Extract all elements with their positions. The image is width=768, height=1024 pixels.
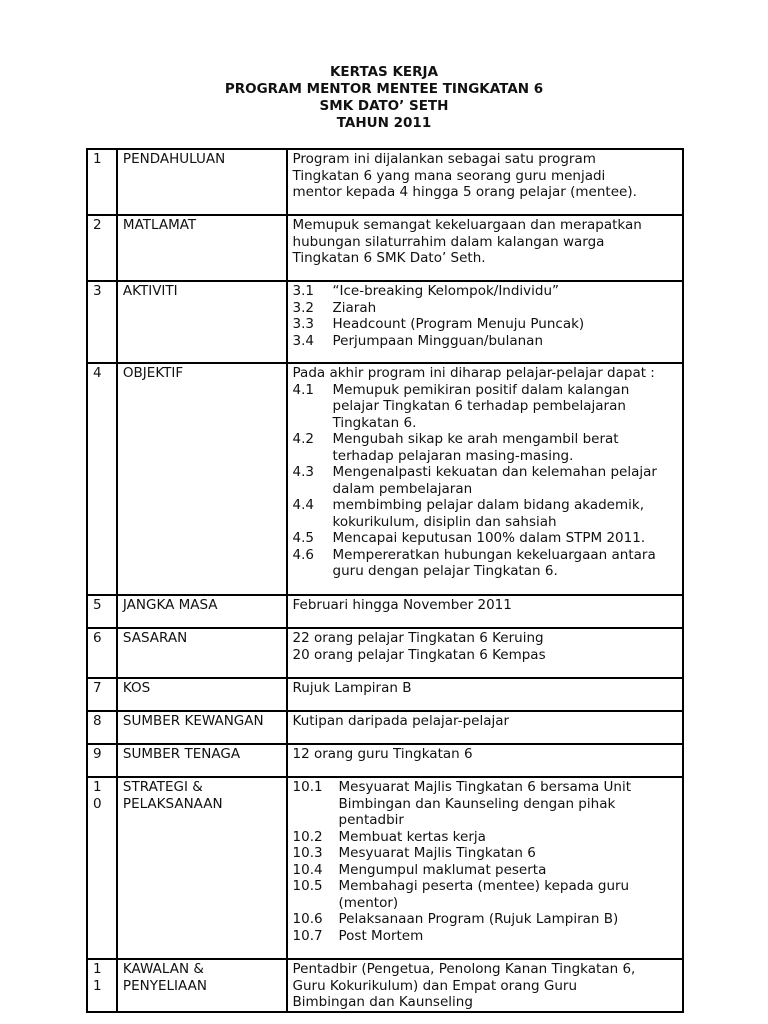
list-item-text: Membuat kertas kerja	[338, 828, 486, 845]
list-item-text: Mengumpul maklumat peserta	[338, 861, 547, 878]
table-row	[87, 595, 683, 628]
row-label	[117, 711, 287, 744]
list-item-number: 10.1	[292, 779, 323, 795]
list-item	[293, 829, 677, 846]
row-number-text: 2	[93, 217, 102, 233]
title-line-3: SMK DATO’ SETH	[319, 98, 449, 114]
list-item-number: 3.3	[292, 316, 314, 332]
row-label-text: PENYELIAAN	[122, 977, 207, 994]
row-number	[87, 711, 117, 744]
row-number-text: 5	[93, 597, 102, 613]
list-item-number: 4.5	[292, 530, 314, 546]
row-label	[117, 628, 287, 678]
row-number-text: 1	[93, 779, 102, 795]
list-item	[293, 382, 677, 432]
row-number-text: 8	[93, 713, 102, 729]
row-content	[287, 215, 683, 281]
list-item-text: Mesyuarat Majlis Tingkatan 6	[338, 845, 536, 861]
row-label-text: AKTIVITI	[122, 283, 178, 299]
list-item-number: 10.2	[292, 828, 323, 845]
table-row	[87, 777, 683, 959]
title-line-1: KERTAS KERJA	[329, 64, 439, 80]
row-label	[117, 281, 287, 363]
list-item	[293, 911, 677, 928]
row-number-text: 3	[93, 283, 102, 299]
list-item	[293, 779, 677, 829]
row-content	[287, 149, 683, 215]
list-item-number: 4.1	[292, 381, 314, 398]
row-number	[87, 678, 117, 711]
list-item-text: Headcount (Program Menuju Puncak)	[332, 316, 585, 332]
row-content	[287, 363, 683, 595]
content-line: Pentadbir (Pengetua, Penolong Kanan Tingkatan 6,	[292, 961, 636, 977]
row-number	[87, 281, 117, 363]
list-item	[293, 878, 677, 911]
row-label-text: PENDAHULUAN	[122, 151, 226, 167]
row-label-text: SUMBER TENAGA	[122, 746, 241, 762]
list-item	[293, 547, 677, 580]
content-line: Tingkatan 6 yang mana seorang guru menjadi	[292, 167, 606, 184]
list-item	[293, 845, 677, 862]
list-item-number: 10.3	[292, 845, 323, 861]
content-line: hubungan silaturrahim dalam kalangan warga	[292, 233, 605, 250]
table-row	[87, 678, 683, 711]
content-line: Program ini dijalankan sebagai satu program	[292, 151, 596, 167]
row-label-text: STRATEGI &	[122, 779, 203, 795]
content-line: Kutipan daripada pelajar-pelajar	[292, 713, 510, 729]
content-line: Guru Kokurikulum) dan Empat orang Guru	[292, 977, 578, 994]
content-intro: Pada akhir program ini diharap pelajar-pelajar dapat :	[292, 365, 655, 381]
row-label	[117, 595, 287, 628]
row-content	[287, 744, 683, 777]
table-row	[87, 959, 683, 1012]
list-item-number: 3.2	[292, 299, 314, 316]
content-line: Tingkatan 6 SMK Dato’ Seth.	[292, 250, 486, 266]
list-item	[293, 497, 677, 530]
list-item	[293, 862, 677, 879]
list-item-text: Mesyuarat Majlis Tingkatan 6 bersama Unit Bimbingan dan Kaunseling dengan pihak pentadbir	[338, 779, 632, 828]
table-row	[87, 281, 683, 363]
row-label	[117, 777, 287, 959]
list-item-text: Mengenalpasti kekuatan dan kelemahan pelajar dalam pembelajaran	[332, 464, 657, 497]
row-label-text: KOS	[122, 680, 151, 696]
table-row	[87, 149, 683, 215]
row-number-text: 4	[93, 365, 102, 381]
list-item-text: Perjumpaan Mingguan/bulanan	[332, 332, 544, 349]
document-title	[0, 64, 768, 132]
row-number	[87, 215, 117, 281]
row-number-text: 0	[93, 795, 102, 812]
list-item-text: membimbing pelajar dalam bidang akademik, kokurikulum, disiplin dan sahsiah	[332, 497, 644, 530]
row-number-text: 6	[93, 630, 102, 646]
table-row	[87, 711, 683, 744]
list-item	[293, 283, 677, 300]
row-number	[87, 744, 117, 777]
row-label-text: OBJEKTIF	[122, 365, 184, 381]
list-item-number: 3.1	[292, 283, 314, 299]
list-item-text: Post Mortem	[338, 927, 424, 944]
list-item	[293, 316, 677, 333]
row-label	[117, 149, 287, 215]
list-item-number: 4.3	[292, 464, 314, 480]
table-row	[87, 628, 683, 678]
row-content	[287, 281, 683, 363]
content-line: mentor kepada 4 hingga 5 orang pelajar (mentee).	[292, 184, 637, 200]
row-label-text: KAWALAN &	[122, 961, 204, 977]
row-label-text: SASARAN	[122, 630, 188, 646]
list-item-number: 4.2	[292, 431, 314, 447]
content-line: 22 orang pelajar Tingkatan 6 Keruing	[292, 630, 544, 646]
row-label-text: SUMBER KEWANGAN	[122, 713, 264, 729]
content-line: 12 orang guru Tingkatan 6	[292, 746, 473, 762]
table-row	[87, 744, 683, 777]
row-content	[287, 959, 683, 1012]
row-label-text: MATLAMAT	[122, 217, 197, 233]
list-item	[293, 300, 677, 317]
row-label	[117, 363, 287, 595]
list-item-text: Pelaksanaan Program (Rujuk Lampiran B)	[338, 911, 619, 927]
list-item-text: Memupuk pemikiran positif dalam kalangan pelajar Tingkatan 6 terhadap pembelajaran Tingkatan 6.	[332, 381, 630, 431]
row-number	[87, 363, 117, 595]
row-number	[87, 777, 117, 959]
title-line-4: TAHUN 2011	[336, 115, 432, 131]
table-row	[87, 363, 683, 595]
row-number-text: 1	[93, 151, 102, 167]
content-line: 20 orang pelajar Tingkatan 6 Kempas	[292, 646, 546, 663]
content-line: Bimbingan dan Kaunseling	[292, 994, 473, 1010]
list-item	[293, 431, 677, 464]
row-number	[87, 595, 117, 628]
row-content	[287, 711, 683, 744]
row-number	[87, 959, 117, 1012]
row-content	[287, 777, 683, 959]
list-item-text: Membahagi peserta (mentee) kepada guru (mentor)	[338, 878, 630, 911]
row-number-text: 9	[93, 746, 102, 762]
list-item	[293, 928, 677, 945]
list-item-number: 10.6	[292, 911, 323, 927]
row-content	[287, 595, 683, 628]
row-number-text: 7	[93, 680, 102, 696]
list-item-text: Mengubah sikap ke arah mengambil berat terhadap pelajaran masing-masing.	[332, 431, 619, 464]
row-label	[117, 959, 287, 1012]
title-line-2: PROGRAM MENTOR MENTEE TINGKATAN 6	[224, 81, 544, 97]
list-item	[293, 333, 677, 350]
row-number-text: 1	[93, 977, 102, 994]
list-item-number: 4.6	[292, 546, 314, 563]
list-item-number: 10.4	[292, 861, 323, 878]
proposal-table	[86, 148, 684, 1013]
list-item	[293, 530, 677, 547]
row-label	[117, 744, 287, 777]
row-content	[287, 628, 683, 678]
list-item-text: Ziarah	[332, 299, 377, 316]
content-line: Memupuk semangat kekeluargaan dan merapatkan	[292, 217, 642, 233]
content-line: Rujuk Lampiran B	[292, 680, 412, 696]
list-item-text: “Ice-breaking Kelompok/Individu”	[332, 283, 560, 299]
row-label	[117, 215, 287, 281]
row-label	[117, 678, 287, 711]
row-label-text: JANGKA MASA	[122, 597, 218, 613]
list-item-number: 4.4	[292, 497, 314, 513]
row-label-text: PELAKSANAAN	[122, 795, 223, 812]
list-item-text: Mencapai keputusan 100% dalam STPM 2011.	[332, 530, 646, 546]
row-number	[87, 149, 117, 215]
list-item-number: 3.4	[292, 332, 314, 349]
list-item-number: 10.7	[292, 927, 323, 944]
row-number	[87, 628, 117, 678]
list-item-number: 10.5	[292, 878, 323, 894]
list-item-text: Mempereratkan hubungan kekeluargaan antara guru dengan pelajar Tingkatan 6.	[332, 546, 656, 579]
row-number-text: 1	[93, 961, 102, 977]
content-line: Februari hingga November 2011	[292, 597, 512, 613]
row-content	[287, 678, 683, 711]
list-item	[293, 464, 677, 497]
table-row	[87, 215, 683, 281]
